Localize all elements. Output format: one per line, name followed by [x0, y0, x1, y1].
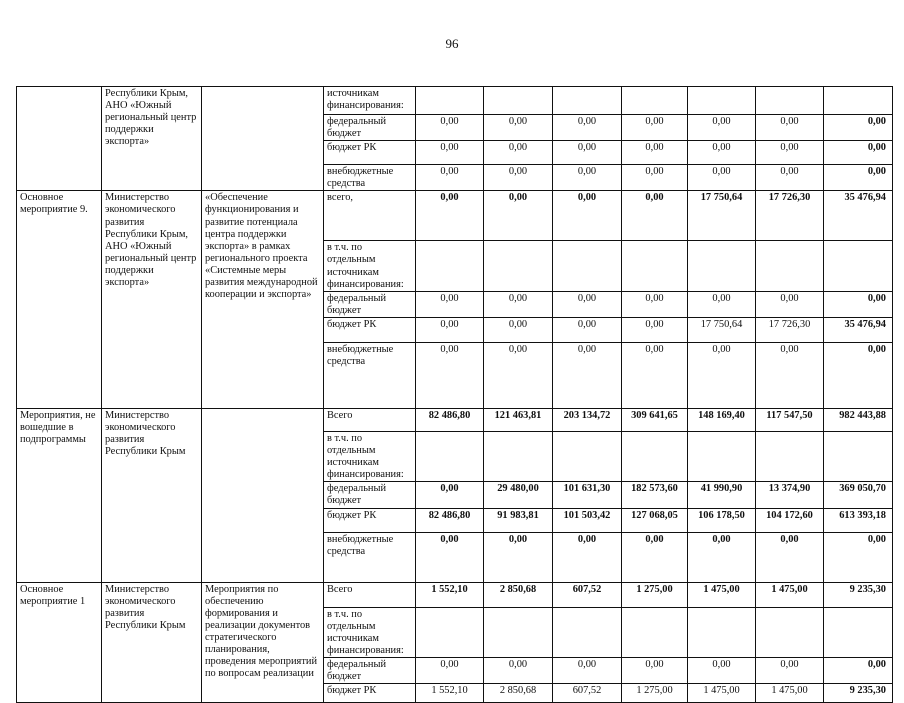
value-cell: 1 475,00: [756, 582, 824, 607]
value-cell: 127 068,05: [622, 508, 688, 532]
value-cell: 0,00: [688, 115, 756, 141]
value-cell: 82 486,80: [416, 408, 484, 431]
value-cell: 148 169,40: [688, 408, 756, 431]
value-cell: 17 726,30: [756, 317, 824, 342]
value-cell: [688, 87, 756, 115]
value-cell: 309 641,65: [622, 408, 688, 431]
value-cell: 0,00: [484, 141, 553, 165]
value-cell: 0,00: [484, 532, 553, 582]
value-cell: 0,00: [416, 291, 484, 317]
value-cell: 1 275,00: [622, 582, 688, 607]
value-cell: 0,00: [824, 291, 893, 317]
value-cell: 0,00: [484, 657, 553, 683]
value-cell: 0,00: [622, 532, 688, 582]
value-cell: 1 275,00: [622, 684, 688, 703]
executor-cell: Министерство экономического развития Республики Крым: [102, 582, 202, 703]
value-cell: 0,00: [622, 342, 688, 408]
value-cell: 0,00: [622, 141, 688, 165]
value-cell: 17 726,30: [756, 191, 824, 241]
value-cell: 0,00: [484, 342, 553, 408]
source-cell: федеральный бюджет: [324, 115, 416, 141]
value-cell: 0,00: [824, 532, 893, 582]
executor-cell: Республики Крым, АНО «Южный региональный центр поддержки экспорта»: [102, 87, 202, 191]
value-cell: 0,00: [416, 482, 484, 508]
value-cell: 369 050,70: [824, 482, 893, 508]
source-cell: федеральный бюджет: [324, 291, 416, 317]
value-cell: 0,00: [756, 291, 824, 317]
description-cell: Мероприятия по обеспечению формирования и реализации документов стратегического планирования, проведения мероприятий по вопросам реализации: [202, 582, 324, 703]
value-cell: 0,00: [553, 115, 622, 141]
value-cell: 0,00: [824, 342, 893, 408]
value-cell: [756, 431, 824, 481]
value-cell: [756, 241, 824, 291]
value-cell: 1 475,00: [688, 684, 756, 703]
value-cell: 0,00: [484, 115, 553, 141]
value-cell: 35 476,94: [824, 317, 893, 342]
value-cell: 9 235,30: [824, 684, 893, 703]
value-cell: 0,00: [756, 165, 824, 191]
value-cell: 0,00: [622, 191, 688, 241]
value-cell: [553, 607, 622, 657]
budget-table: [16, 86, 893, 703]
value-cell: 0,00: [416, 141, 484, 165]
source-cell: в т.ч. по отдельным источникам финансирования:: [324, 431, 416, 481]
value-cell: 35 476,94: [824, 191, 893, 241]
value-cell: 0,00: [484, 291, 553, 317]
source-cell: бюджет РК: [324, 141, 416, 165]
value-cell: 0,00: [484, 191, 553, 241]
value-cell: [416, 431, 484, 481]
value-cell: [484, 431, 553, 481]
description-cell: [202, 87, 324, 191]
source-cell: внебюджетные средства: [324, 342, 416, 408]
value-cell: 0,00: [416, 115, 484, 141]
value-cell: 0,00: [416, 317, 484, 342]
value-cell: 203 134,72: [553, 408, 622, 431]
value-cell: 2 850,68: [484, 684, 553, 703]
source-cell: федеральный бюджет: [324, 657, 416, 683]
value-cell: 82 486,80: [416, 508, 484, 532]
page-number: 96: [445, 36, 459, 51]
value-cell: 607,52: [553, 684, 622, 703]
value-cell: [484, 241, 553, 291]
executor-cell: Министерство экономического развития Республики Крым, АНО «Южный региональный центр поддержки экспорта»: [102, 191, 202, 409]
value-cell: 29 480,00: [484, 482, 553, 508]
value-cell: 2 850,68: [484, 582, 553, 607]
source-cell: Всего: [324, 582, 416, 607]
value-cell: 0,00: [756, 141, 824, 165]
value-cell: 17 750,64: [688, 317, 756, 342]
source-cell: внебюджетные средства: [324, 532, 416, 582]
event-cell: Мероприятия, не вошедшие в подпрограммы: [17, 408, 102, 582]
value-cell: 0,00: [756, 657, 824, 683]
value-cell: 0,00: [824, 115, 893, 141]
value-cell: 0,00: [824, 141, 893, 165]
value-cell: [553, 431, 622, 481]
table-row: [17, 87, 893, 115]
value-cell: 0,00: [484, 165, 553, 191]
value-cell: 1 475,00: [688, 582, 756, 607]
value-cell: 41 990,90: [688, 482, 756, 508]
value-cell: 0,00: [688, 165, 756, 191]
value-cell: [824, 607, 893, 657]
value-cell: 0,00: [756, 342, 824, 408]
value-cell: [622, 431, 688, 481]
value-cell: 101 503,42: [553, 508, 622, 532]
value-cell: [553, 87, 622, 115]
value-cell: 982 443,88: [824, 408, 893, 431]
source-cell: бюджет РК: [324, 508, 416, 532]
value-cell: 9 235,30: [824, 582, 893, 607]
executor-cell: Министерство экономического развития Республики Крым: [102, 408, 202, 582]
value-cell: 0,00: [553, 165, 622, 191]
value-cell: 0,00: [484, 317, 553, 342]
value-cell: 1 552,10: [416, 684, 484, 703]
source-cell: бюджет РК: [324, 317, 416, 342]
value-cell: 0,00: [688, 532, 756, 582]
value-cell: [756, 87, 824, 115]
value-cell: [824, 87, 893, 115]
source-cell: внебюджетные средства: [324, 165, 416, 191]
value-cell: 0,00: [553, 291, 622, 317]
value-cell: 0,00: [553, 191, 622, 241]
source-cell: в т.ч. по отдельным источникам финансирования:: [324, 241, 416, 291]
value-cell: [688, 607, 756, 657]
value-cell: 0,00: [416, 657, 484, 683]
value-cell: [416, 241, 484, 291]
value-cell: 0,00: [416, 191, 484, 241]
value-cell: 0,00: [688, 657, 756, 683]
source-cell: всего,: [324, 191, 416, 241]
event-cell: [17, 87, 102, 191]
value-cell: [824, 241, 893, 291]
value-cell: [756, 607, 824, 657]
table-row: [17, 582, 893, 607]
value-cell: 0,00: [622, 291, 688, 317]
value-cell: 607,52: [553, 582, 622, 607]
value-cell: 0,00: [688, 342, 756, 408]
value-cell: 0,00: [688, 141, 756, 165]
value-cell: 1 475,00: [756, 684, 824, 703]
value-cell: 0,00: [622, 657, 688, 683]
value-cell: 0,00: [553, 141, 622, 165]
value-cell: 0,00: [416, 165, 484, 191]
description-cell: «Обеспечение функционирования и развитие потенциала центра поддержки экспорта» в рамках регионального проекта «Системные меры развития международной кооперации и экспорта»: [202, 191, 324, 409]
value-cell: [688, 241, 756, 291]
value-cell: 0,00: [622, 317, 688, 342]
source-cell: в т.ч. по отдельным источникам финансирования:: [324, 607, 416, 657]
value-cell: 104 172,60: [756, 508, 824, 532]
value-cell: 0,00: [756, 532, 824, 582]
table-row: [17, 191, 893, 241]
value-cell: 0,00: [416, 342, 484, 408]
value-cell: 106 178,50: [688, 508, 756, 532]
value-cell: [553, 241, 622, 291]
value-cell: 613 393,18: [824, 508, 893, 532]
value-cell: [484, 607, 553, 657]
value-cell: 182 573,60: [622, 482, 688, 508]
source-cell: федеральный бюджет: [324, 482, 416, 508]
value-cell: [622, 241, 688, 291]
value-cell: 117 547,50: [756, 408, 824, 431]
value-cell: 0,00: [553, 657, 622, 683]
budget-table-body: [17, 87, 893, 703]
value-cell: 0,00: [622, 115, 688, 141]
value-cell: [824, 431, 893, 481]
value-cell: 0,00: [553, 532, 622, 582]
value-cell: 0,00: [824, 657, 893, 683]
value-cell: 13 374,90: [756, 482, 824, 508]
value-cell: [416, 87, 484, 115]
source-cell: бюджет РК: [324, 684, 416, 703]
value-cell: 0,00: [553, 342, 622, 408]
value-cell: 101 631,30: [553, 482, 622, 508]
source-cell: Всего: [324, 408, 416, 431]
value-cell: 91 983,81: [484, 508, 553, 532]
value-cell: [484, 87, 553, 115]
value-cell: 0,00: [553, 317, 622, 342]
value-cell: [622, 87, 688, 115]
value-cell: 121 463,81: [484, 408, 553, 431]
value-cell: [688, 431, 756, 481]
table-row: [17, 408, 893, 431]
event-cell: Основное мероприятие 1: [17, 582, 102, 703]
description-cell: [202, 408, 324, 582]
value-cell: 17 750,64: [688, 191, 756, 241]
value-cell: 0,00: [756, 115, 824, 141]
value-cell: 0,00: [824, 165, 893, 191]
value-cell: 1 552,10: [416, 582, 484, 607]
event-cell: Основное мероприятие 9.: [17, 191, 102, 409]
value-cell: 0,00: [416, 532, 484, 582]
value-cell: [622, 607, 688, 657]
value-cell: 0,00: [688, 291, 756, 317]
source-cell: источникам финансирования:: [324, 87, 416, 115]
value-cell: [416, 607, 484, 657]
value-cell: 0,00: [622, 165, 688, 191]
